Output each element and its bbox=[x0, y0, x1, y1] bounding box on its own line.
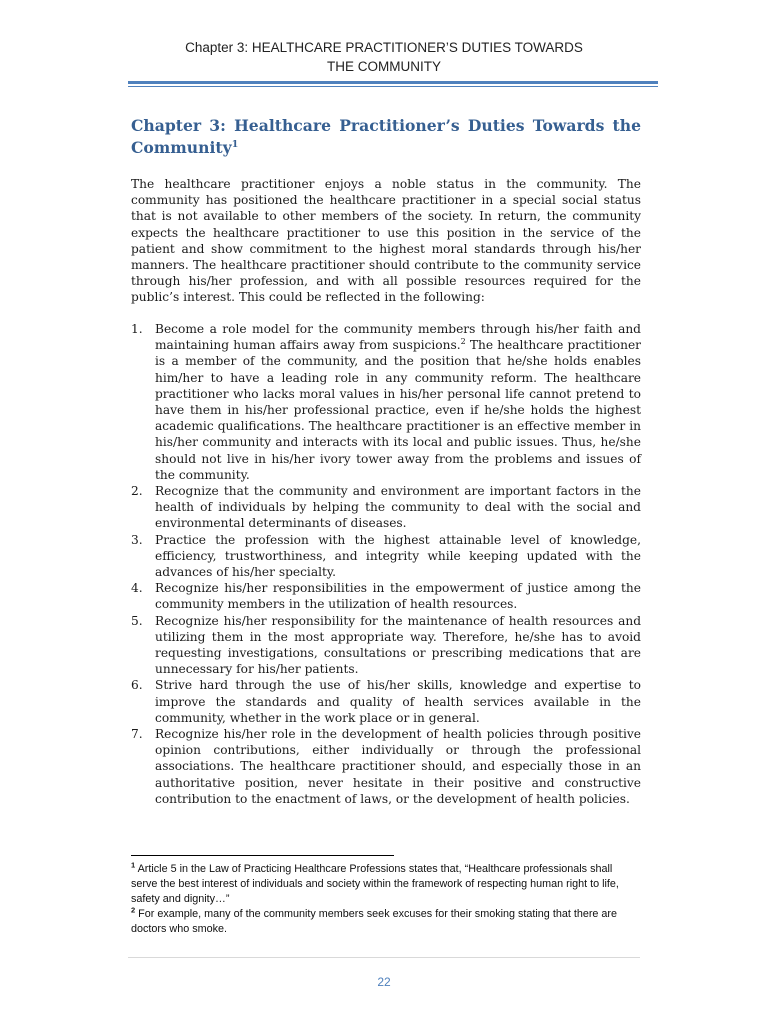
duty-text: Recognize his/her role in the development of health policies through positive opinion contributions, either individually or through the professional associations. The healthcare practitioner should, and especially those in an authoritative position, never hesitate in their positive and constructive contribution to the enactment of laws, or the development of health policies. bbox=[155, 727, 641, 806]
duty-item-3 bbox=[131, 532, 641, 581]
running-header-line-2: THE COMMUNITY bbox=[327, 59, 441, 74]
duty-item-1 bbox=[131, 321, 641, 483]
duty-number: 5. bbox=[131, 613, 143, 628]
intro-paragraph: The healthcare practitioner enjoys a noble status in the community. The community has positioned the healthcare practitioner in a special social status that is not available to other members of the society. In return, the community expects the healthcare practitioner to use this position in the service of the patient and show commitment to the highest moral standards through his/her manners. The healthcare practitioner should contribute to the community service through his/her profession, and with all possible resources required for the public’s interest. This could be reflected in the following: bbox=[131, 177, 641, 305]
duty-item-5 bbox=[131, 613, 641, 678]
footnotes bbox=[131, 862, 641, 937]
chapter-heading bbox=[131, 115, 641, 159]
duty-item-2 bbox=[131, 483, 641, 532]
duty-number: 7. bbox=[131, 727, 143, 742]
duty-text: Recognize his/her responsibilities in the empowerment of justice among the community members in the utilization of health resources. bbox=[155, 581, 641, 612]
duty-item-6 bbox=[131, 677, 641, 726]
duty-item-7 bbox=[131, 726, 641, 807]
duty-number: 1. bbox=[131, 322, 143, 336]
footnote-ref-2[interactable]: 2 bbox=[460, 337, 466, 347]
footnote-2 bbox=[131, 907, 641, 937]
duty-number: 6. bbox=[131, 678, 143, 693]
duty-number: 3. bbox=[131, 532, 143, 547]
footnote-number: 1 bbox=[131, 860, 136, 870]
duty-text: Recognize that the community and environment are important factors in the health of individuals by helping the community to deal with the social and environmental determinants of diseases. bbox=[155, 484, 641, 531]
footnote-separator bbox=[131, 855, 394, 856]
duty-text: Become a role model for the community members through his/her faith and maintaining human affairs away from suspicions. bbox=[155, 322, 641, 353]
footnote-number: 2 bbox=[131, 905, 136, 915]
duty-text-continued: The healthcare practitioner is a member of the community, and the position that he/she holds enables him/her to have a leading role in any community reform. The healthcare practitioner who lacks moral values in his/her personal life cannot pretend to have them in his/her professional practice, even if he/she holds the highest academic qualifications. The healthcare practitioner is an effective member in his/her community and interacts with its local and public issues. Thus, he/she should not live in his/her ivory tower away from the problems and issues of the community. bbox=[155, 338, 641, 482]
footnote-ref-1[interactable]: 1 bbox=[231, 138, 239, 150]
page-number: 22 bbox=[377, 975, 391, 989]
footnote-text: For example, many of the community members seek excuses for their smoking stating that there are doctors who smoke. bbox=[131, 908, 618, 935]
header-divider-thick bbox=[128, 81, 658, 84]
chapter-heading-text: Chapter 3: Healthcare Practitioner’s Duties Towards the Community bbox=[131, 116, 641, 157]
footnote-1 bbox=[131, 862, 641, 907]
duty-number: 2. bbox=[131, 484, 143, 499]
footnote-text: Article 5 in the Law of Practicing Healthcare Professions states that, “Healthcare professionals shall serve the best interest of individuals and society within the framework of respecting human right to life, safety and dignity…” bbox=[131, 863, 619, 905]
duties-list bbox=[131, 321, 641, 807]
duty-text: Strive hard through the use of his/her skills, knowledge and expertise to improve the standards and quality of health services available in the community, whether in the work place or in general. bbox=[155, 678, 641, 725]
footer-divider bbox=[128, 957, 640, 958]
running-header-line-1: Chapter 3: HEALTHCARE PRACTITIONER’S DUTIES TOWARDS bbox=[185, 40, 583, 55]
duty-number: 4. bbox=[131, 581, 143, 596]
duty-text: Practice the profession with the highest attainable level of knowledge, efficiency, trustworthiness, and integrity while keeping updated with the advances of his/her specialty. bbox=[155, 532, 641, 580]
duty-text: Recognize his/her responsibility for the maintenance of health resources and utilizing them in the most appropriate way. Therefore, he/she has to avoid requesting investigations, consultations or prescribing medications that are unnecessary for his/her patients. bbox=[155, 613, 641, 677]
header-divider-thin bbox=[128, 86, 658, 87]
running-header bbox=[0, 38, 768, 76]
duty-item-4 bbox=[131, 580, 641, 612]
